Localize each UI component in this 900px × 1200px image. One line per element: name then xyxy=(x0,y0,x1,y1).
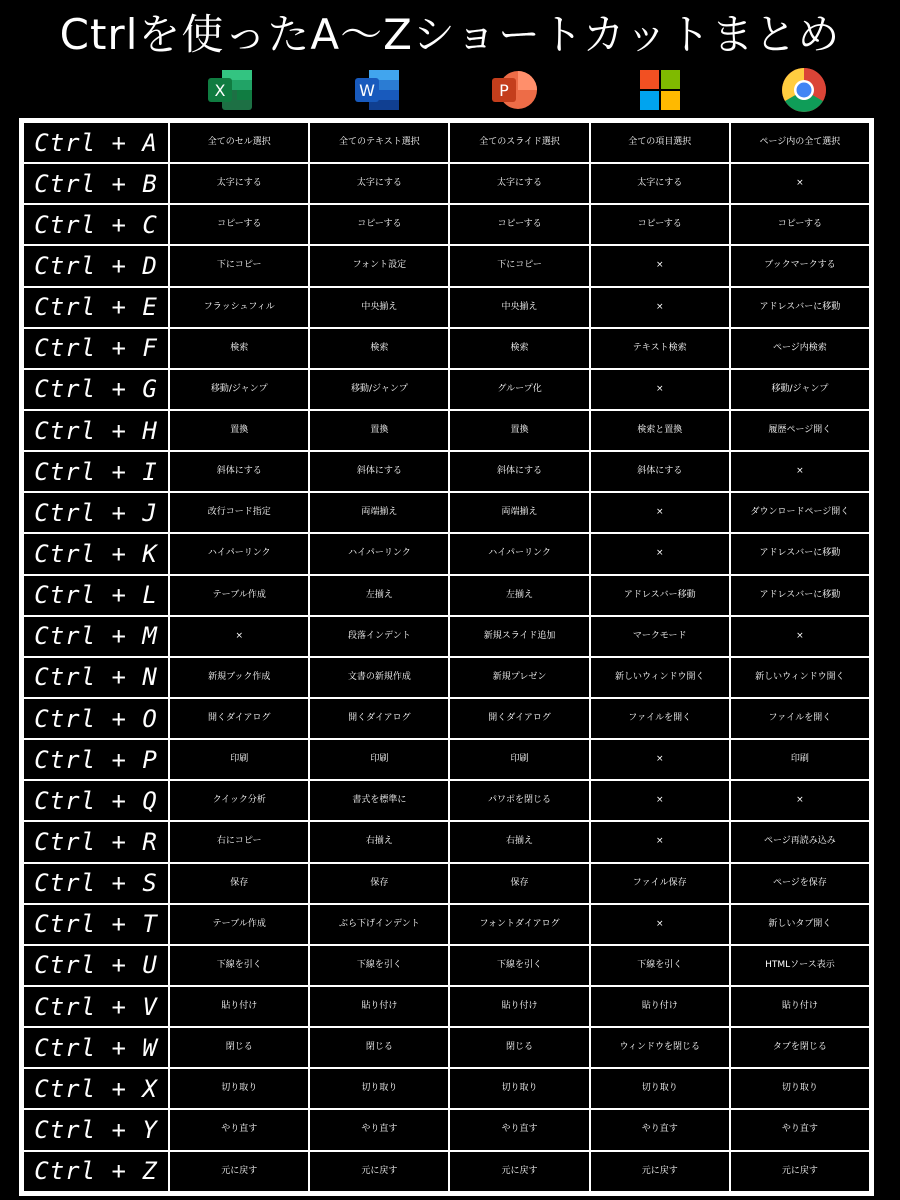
table-row xyxy=(23,739,870,780)
action-cell: やり直す xyxy=(449,1109,589,1150)
shortcut-key: Ctrl + H xyxy=(23,410,169,451)
action-cell: 印刷 xyxy=(730,739,870,780)
action-cell: 太字にする xyxy=(449,163,589,204)
app-icon-row xyxy=(0,66,900,116)
action-cell: 新規ブック作成 xyxy=(169,657,309,698)
action-cell: 左揃え xyxy=(449,575,589,616)
windows-icon xyxy=(636,66,684,114)
action-cell: 切り取り xyxy=(309,1068,449,1109)
action-cell: 保存 xyxy=(309,863,449,904)
action-cell: 開くダイアログ xyxy=(169,698,309,739)
action-cell: 貼り付け xyxy=(309,986,449,1027)
action-cell: 置換 xyxy=(169,410,309,451)
action-cell: 書式を標準に xyxy=(309,780,449,821)
shortcut-key: Ctrl + X xyxy=(23,1068,169,1109)
action-cell: フラッシュフィル xyxy=(169,287,309,328)
shortcut-key: Ctrl + Q xyxy=(23,780,169,821)
action-cell: 全ての項目選択 xyxy=(590,122,730,163)
shortcut-key: Ctrl + V xyxy=(23,986,169,1027)
action-cell: × xyxy=(590,369,730,410)
action-cell: テーブル作成 xyxy=(169,904,309,945)
action-cell: 下線を引く xyxy=(449,945,589,986)
action-cell: 両端揃え xyxy=(449,492,589,533)
table-row xyxy=(23,369,870,410)
table-row xyxy=(23,204,870,245)
action-cell: コピーする xyxy=(309,204,449,245)
action-cell: 開くダイアログ xyxy=(309,698,449,739)
action-cell: 下線を引く xyxy=(309,945,449,986)
action-cell: 検索 xyxy=(169,328,309,369)
action-cell: アドレスバー移動 xyxy=(590,575,730,616)
shortcut-key: Ctrl + L xyxy=(23,575,169,616)
action-cell: 元に戻す xyxy=(730,1151,870,1192)
action-cell: 斜体にする xyxy=(449,451,589,492)
action-cell: 下にコピー xyxy=(169,245,309,286)
action-cell: クイック分析 xyxy=(169,780,309,821)
action-cell: フォントダイアログ xyxy=(449,904,589,945)
action-cell: ページ内の全て選択 xyxy=(730,122,870,163)
action-cell: コピーする xyxy=(169,204,309,245)
excel-icon xyxy=(206,66,254,114)
table-row xyxy=(23,616,870,657)
action-cell: 検索と置換 xyxy=(590,410,730,451)
powerpoint-icon xyxy=(490,66,538,114)
action-cell: テーブル作成 xyxy=(169,575,309,616)
table-row xyxy=(23,945,870,986)
action-cell: 保存 xyxy=(449,863,589,904)
action-cell: × xyxy=(590,533,730,574)
table-row xyxy=(23,328,870,369)
shortcut-key: Ctrl + Z xyxy=(23,1151,169,1192)
action-cell: 置換 xyxy=(309,410,449,451)
shortcut-table xyxy=(19,118,874,1196)
shortcut-key: Ctrl + W xyxy=(23,1027,169,1068)
action-cell: 検索 xyxy=(449,328,589,369)
action-cell: ファイルを開く xyxy=(590,698,730,739)
word-icon xyxy=(353,66,401,114)
action-cell: 閉じる xyxy=(449,1027,589,1068)
shortcut-key: Ctrl + K xyxy=(23,533,169,574)
powerpoint-letter: P xyxy=(499,81,509,100)
action-cell: ページ再読み込み xyxy=(730,821,870,862)
action-cell: 新しいタブ開く xyxy=(730,904,870,945)
table-row xyxy=(23,287,870,328)
table-row xyxy=(23,575,870,616)
action-cell: 下線を引く xyxy=(169,945,309,986)
action-cell: やり直す xyxy=(309,1109,449,1150)
action-cell: 移動/ジャンプ xyxy=(169,369,309,410)
action-cell: 新しいウィンドウ開く xyxy=(730,657,870,698)
action-cell: フォント設定 xyxy=(309,245,449,286)
action-cell: 下線を引く xyxy=(590,945,730,986)
table-row xyxy=(23,122,870,163)
action-cell: コピーする xyxy=(449,204,589,245)
action-cell: 保存 xyxy=(169,863,309,904)
shortcut-key: Ctrl + R xyxy=(23,821,169,862)
action-cell: × xyxy=(590,904,730,945)
shortcut-key: Ctrl + I xyxy=(23,451,169,492)
action-cell: 移動/ジャンプ xyxy=(730,369,870,410)
shortcut-key: Ctrl + C xyxy=(23,204,169,245)
action-cell: × xyxy=(730,163,870,204)
word-letter: W xyxy=(359,81,375,100)
action-cell: やり直す xyxy=(169,1109,309,1150)
action-cell: 元に戻す xyxy=(590,1151,730,1192)
action-cell: アドレスバーに移動 xyxy=(730,575,870,616)
action-cell: コピーする xyxy=(730,204,870,245)
action-cell: 切り取り xyxy=(590,1068,730,1109)
shortcut-key: Ctrl + A xyxy=(23,122,169,163)
action-cell: × xyxy=(730,780,870,821)
action-cell: × xyxy=(590,245,730,286)
table-row xyxy=(23,821,870,862)
action-cell: 斜体にする xyxy=(590,451,730,492)
excel-letter: X xyxy=(214,81,226,100)
shortcut-key: Ctrl + B xyxy=(23,163,169,204)
shortcut-key: Ctrl + M xyxy=(23,616,169,657)
action-cell: 切り取り xyxy=(449,1068,589,1109)
action-cell: 中央揃え xyxy=(309,287,449,328)
page-title: Ctrlを使ったA〜Zショートカットまとめ xyxy=(59,10,841,59)
action-cell: 右揃え xyxy=(449,821,589,862)
action-cell: 元に戻す xyxy=(449,1151,589,1192)
action-cell: 太字にする xyxy=(169,163,309,204)
action-cell: 元に戻す xyxy=(169,1151,309,1192)
table-row xyxy=(23,1068,870,1109)
action-cell: 太字にする xyxy=(590,163,730,204)
shortcut-key: Ctrl + N xyxy=(23,657,169,698)
action-cell: 全てのセル選択 xyxy=(169,122,309,163)
action-cell: 文書の新規作成 xyxy=(309,657,449,698)
action-cell: アドレスバーに移動 xyxy=(730,287,870,328)
action-cell: ハイパーリンク xyxy=(169,533,309,574)
shortcut-key: Ctrl + S xyxy=(23,863,169,904)
table-row xyxy=(23,904,870,945)
action-cell: テキスト検索 xyxy=(590,328,730,369)
action-cell: グループ化 xyxy=(449,369,589,410)
action-cell: ページを保存 xyxy=(730,863,870,904)
shortcut-key: Ctrl + F xyxy=(23,328,169,369)
action-cell: 下にコピー xyxy=(449,245,589,286)
shortcut-key: Ctrl + E xyxy=(23,287,169,328)
action-cell: × xyxy=(730,616,870,657)
action-cell: やり直す xyxy=(590,1109,730,1150)
table-row xyxy=(23,533,870,574)
shortcut-key: Ctrl + G xyxy=(23,369,169,410)
action-cell: アドレスバーに移動 xyxy=(730,533,870,574)
action-cell: ページ内検索 xyxy=(730,328,870,369)
shortcut-key: Ctrl + U xyxy=(23,945,169,986)
table-row xyxy=(23,163,870,204)
shortcut-key: Ctrl + T xyxy=(23,904,169,945)
table-row xyxy=(23,245,870,286)
action-cell: 全てのテキスト選択 xyxy=(309,122,449,163)
action-cell: ウィンドウを閉じる xyxy=(590,1027,730,1068)
action-cell: 右揃え xyxy=(309,821,449,862)
action-cell: 移動/ジャンプ xyxy=(309,369,449,410)
action-cell: 検索 xyxy=(309,328,449,369)
action-cell: ブックマークする xyxy=(730,245,870,286)
action-cell: 斜体にする xyxy=(309,451,449,492)
action-cell: 貼り付け xyxy=(169,986,309,1027)
action-cell: 太字にする xyxy=(309,163,449,204)
table-row xyxy=(23,1027,870,1068)
table-row xyxy=(23,780,870,821)
action-cell: ファイル保存 xyxy=(590,863,730,904)
action-cell: 新規プレゼン xyxy=(449,657,589,698)
table-row xyxy=(23,657,870,698)
action-cell: 中央揃え xyxy=(449,287,589,328)
action-cell: 置換 xyxy=(449,410,589,451)
action-cell: ハイパーリンク xyxy=(449,533,589,574)
action-cell: ハイパーリンク xyxy=(309,533,449,574)
action-cell: 閉じる xyxy=(309,1027,449,1068)
chrome-icon xyxy=(780,66,828,114)
shortcut-key: Ctrl + J xyxy=(23,492,169,533)
action-cell: 改行コード指定 xyxy=(169,492,309,533)
table-row xyxy=(23,492,870,533)
action-cell: マークモード xyxy=(590,616,730,657)
action-cell: タブを閉じる xyxy=(730,1027,870,1068)
action-cell: 段落インデント xyxy=(309,616,449,657)
table-row xyxy=(23,863,870,904)
action-cell: 斜体にする xyxy=(169,451,309,492)
action-cell: コピーする xyxy=(590,204,730,245)
action-cell: 新しいウィンドウ開く xyxy=(590,657,730,698)
action-cell: × xyxy=(169,616,309,657)
shortcut-key: Ctrl + P xyxy=(23,739,169,780)
action-cell: ダウンロードページ開く xyxy=(730,492,870,533)
action-cell: × xyxy=(590,780,730,821)
action-cell: 全てのスライド選択 xyxy=(449,122,589,163)
action-cell: × xyxy=(730,451,870,492)
action-cell: × xyxy=(590,287,730,328)
action-cell: 開くダイアログ xyxy=(449,698,589,739)
action-cell: 左揃え xyxy=(309,575,449,616)
action-cell: HTMLソース表示 xyxy=(730,945,870,986)
table-row xyxy=(23,1151,870,1192)
table-row xyxy=(23,451,870,492)
table-row xyxy=(23,698,870,739)
action-cell: 印刷 xyxy=(169,739,309,780)
action-cell: 元に戻す xyxy=(309,1151,449,1192)
shortcut-key: Ctrl + O xyxy=(23,698,169,739)
shortcut-key: Ctrl + D xyxy=(23,245,169,286)
table-row xyxy=(23,410,870,451)
action-cell: ファイルを開く xyxy=(730,698,870,739)
action-cell: 貼り付け xyxy=(449,986,589,1027)
action-cell: 印刷 xyxy=(449,739,589,780)
action-cell: 切り取り xyxy=(730,1068,870,1109)
action-cell: 両端揃え xyxy=(309,492,449,533)
action-cell: 貼り付け xyxy=(730,986,870,1027)
table-row xyxy=(23,1109,870,1150)
action-cell: パワポを閉じる xyxy=(449,780,589,821)
action-cell: ぶら下げインデント xyxy=(309,904,449,945)
action-cell: 新規スライド追加 xyxy=(449,616,589,657)
action-cell: × xyxy=(590,492,730,533)
action-cell: 右にコピー xyxy=(169,821,309,862)
action-cell: 切り取り xyxy=(169,1068,309,1109)
action-cell: 印刷 xyxy=(309,739,449,780)
action-cell: 履歴ページ開く xyxy=(730,410,870,451)
shortcut-key: Ctrl + Y xyxy=(23,1109,169,1150)
action-cell: 閉じる xyxy=(169,1027,309,1068)
action-cell: × xyxy=(590,739,730,780)
action-cell: 貼り付け xyxy=(590,986,730,1027)
action-cell: やり直す xyxy=(730,1109,870,1150)
action-cell: × xyxy=(590,821,730,862)
table-row xyxy=(23,986,870,1027)
